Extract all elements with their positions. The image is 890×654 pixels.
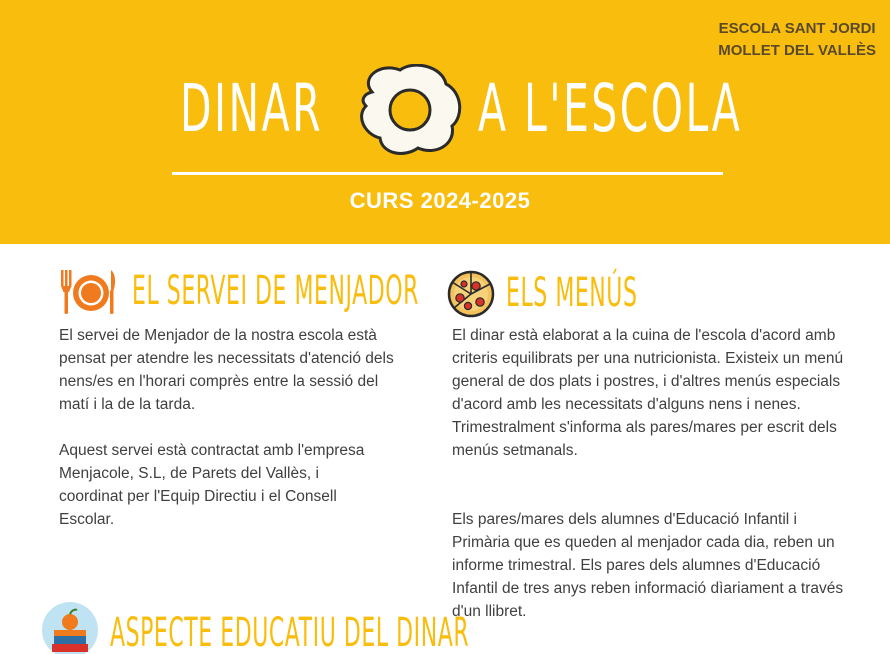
school-info xyxy=(718,18,876,62)
title-underline xyxy=(172,172,723,175)
servei-paragraph-2: Aquest servei està contractat amb l'empresa Menjacole, S.L, de Parets del Vallès, i coordinat per l'Equip Directiu i el Consell Escolar. xyxy=(59,442,365,528)
school-town: MOLLET DEL VALLÈS xyxy=(718,42,876,59)
title-left-word: DINAR xyxy=(180,70,324,147)
menus-paragraph-1: El dinar està elaborat a la cuina de l'escola d'acord amb criteris equilibrats per una nutricionista. Existeix un menú general de dos plats i postres, i d'altres menús especials d'acord amb les necessitats d'alguns nens i nenes. Trimestralment s'informa als pares/mares per escrit dels menús setmanals. xyxy=(452,327,844,459)
fried-egg-icon xyxy=(352,64,464,158)
section-aspecte-heading xyxy=(40,602,470,654)
section-menus-title: ELS MENÚS xyxy=(506,270,638,316)
books-apple-icon xyxy=(40,602,100,654)
pizza-icon xyxy=(446,268,498,318)
page-title xyxy=(172,64,743,164)
plate-cutlery-icon xyxy=(58,266,118,318)
school-name: ESCOLA SANT JORDI xyxy=(718,20,876,37)
servei-paragraph-1: El servei de Menjador de la nostra escola està pensat per atendre les necessitats d'atenció dels nens/es en l'horari comprès entre la sessió del matí i la de la tarda. xyxy=(59,327,394,413)
section-servei-heading xyxy=(58,266,418,318)
section-menus-heading xyxy=(446,268,666,320)
title-right-words: A L'ESCOLA xyxy=(478,70,743,147)
section-servei-title: EL SERVEI DE MENJADOR xyxy=(132,268,419,314)
menus-paragraph-2: Els pares/mares dels alumnes d'Educació Infantil i Primària que es queden al menjador cada dia, reben un informe trimestral. Els pares dels alumnes d'Educació Infantil de tres anys reben informació dìariament a través d'un llibret. xyxy=(452,511,844,620)
section-aspecte-title: ASPECTE EDUCATIU DEL DINAR xyxy=(110,610,470,654)
header-banner xyxy=(0,0,890,244)
course-year: CURS 2024-2025 xyxy=(349,188,531,213)
